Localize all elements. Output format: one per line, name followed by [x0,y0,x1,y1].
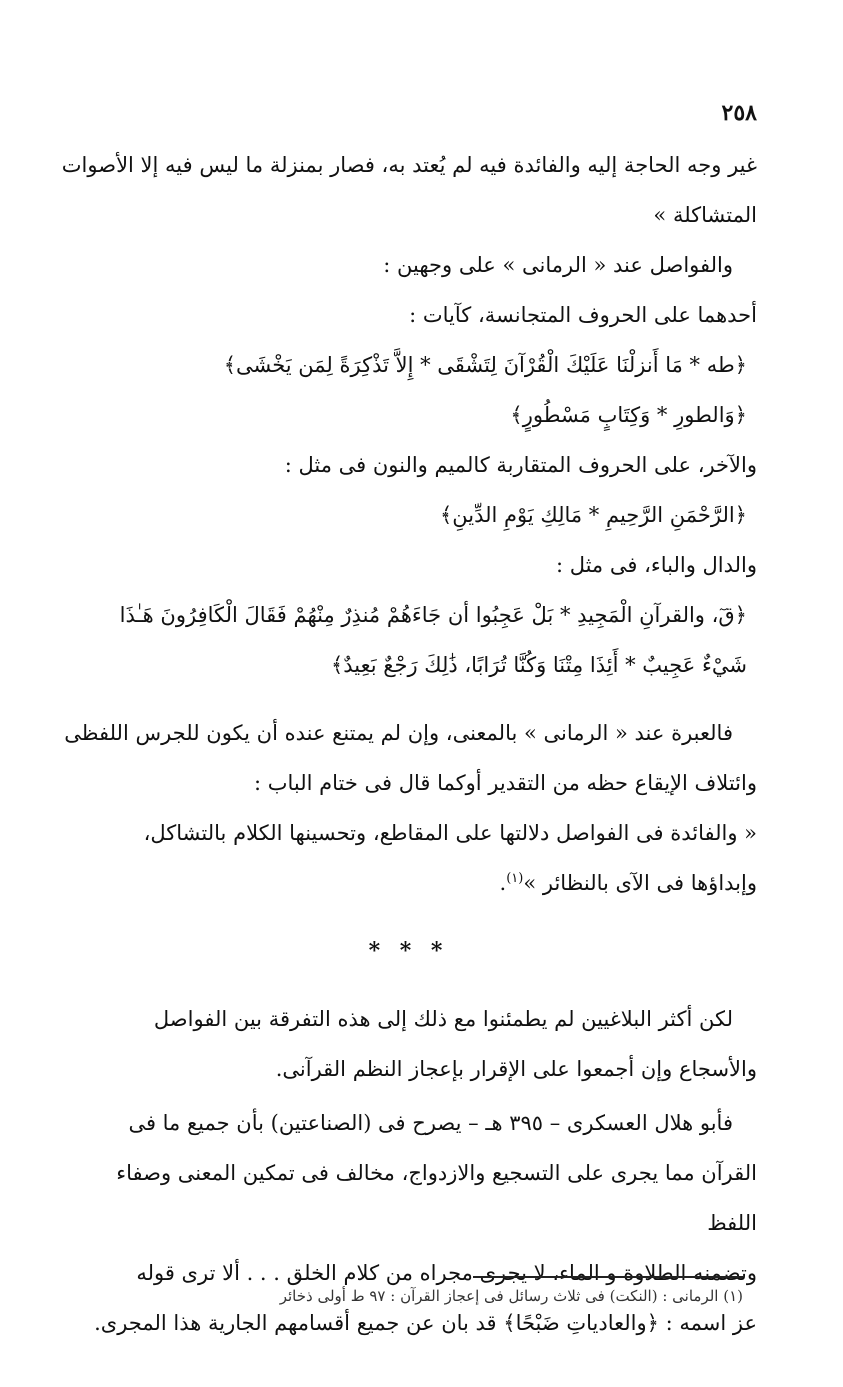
paragraph-line: لكن أكثر البلاغيين لم يطمئنوا مع ذلك إلى هذه التفرقة بين الفواصل [153,1007,733,1031]
paragraph-line: فأبو هلال العسكرى – ٣٩٥ هـ – يصرح فى (الصناعتين) بأن جميع ما فى [128,1111,733,1135]
footnote: (١) الرمانى : (النكت) فى ثلاث رسائل فى إعجاز القرآن : ٩٧ ط أولى ذخائر [279,1287,743,1305]
paragraph-line: والفواصل عند « الرمانى » على وجهين : [383,253,733,277]
quran-verse: شَيْءٌ عَجِيبٌ * أَئِذَا مِتْنَا وَكُنَّا تُرَابًا، ذَٰلِكَ رَجْعٌ بَعِيدٌ﴾ [330,653,747,677]
paragraph-line: وتضمنه الطلاوة و الماء، لا يجرى مجراه من كلام الخلق . . . ألا ترى قوله [136,1261,757,1285]
footnote-divider [473,1276,743,1278]
quote-line: « والفائدة فى الفواصل دلالتها على المقاطع، وتحسينها الكلام بالتشاكل، [143,821,757,845]
paragraph-line: المتشاكلة » [653,203,757,227]
paragraph-line: وائتلاف الإيقاع حظه من التقدير أوكما قال فى ختام الباب : [253,771,757,795]
paragraph-line: غير وجه الحاجة إليه والفائدة فيه لم يُعتد به، فصار بمنزلة ما ليس فيه إلا الأصوات [61,153,757,177]
paragraph-line: عز اسمه : ﴿والعادياتِ ضَبْحًا﴾ قد بان عن جميع أقسامهم الجارية هذا المجرى. [94,1311,757,1335]
paragraph-line: القرآن مما يجرى على التسجيع والازدواج، مخالف فى تمكين المعنى وصفاء اللفظ [116,1161,757,1235]
paragraph-line: والدال والباء، فى مثل : [555,553,757,577]
paragraph-line: والآخر، على الحروف المتقاربة كالميم والنون فى مثل : [284,453,757,477]
body-text [60,140,757,1348]
page-number: ٢٥٨ [721,100,757,126]
paragraph-line: فالعبرة عند « الرمانى » بالمعنى، وإن لم يمتنع عنده أن يكون للجرس اللفظى [64,721,733,745]
paragraph-line: أحدهما على الحروف المتجانسة، كآيات : [409,303,757,327]
quran-verse: ﴿طه * مَا أَنزلْنَا عَلَيْكَ الْقُرْآنَ لِتَشْقَى * إِلاَّ تَذْكِرَةً لِمَن يَخْشَى﴾ [223,353,747,377]
section-separator: * * * [368,938,449,964]
quran-verse: ﴿وَالطورِ * وَكِتَابٍ مَسْطُورٍ﴾ [510,403,747,427]
footnote-marker: (١) [506,871,524,886]
quran-verse: ﴿قٓ، والقرآنِ الْمَجِيدِ * بَلْ عَجِبُوا أن جَاءَهُمْ مُنذِرٌ مِنْهُمْ فَقَالَ الْكَافِرُونَ هَـٰذَا [119,603,747,627]
quote-line: وإبداؤها فى الآى بالنظائر »$^{(١)}$. [499,871,757,895]
paragraph-line: والأسجاع وإن أجمعوا على الإقرار بإعجاز النظم القرآنى. [275,1057,757,1081]
quran-verse: ﴿الرَّحْمَنِ الرَّحِيمِ * مَالِكِ يَوْمِ الدِّينِ﴾ [439,503,747,527]
quote-text: وإبداؤها فى الآى بالنظائر » [523,871,757,895]
